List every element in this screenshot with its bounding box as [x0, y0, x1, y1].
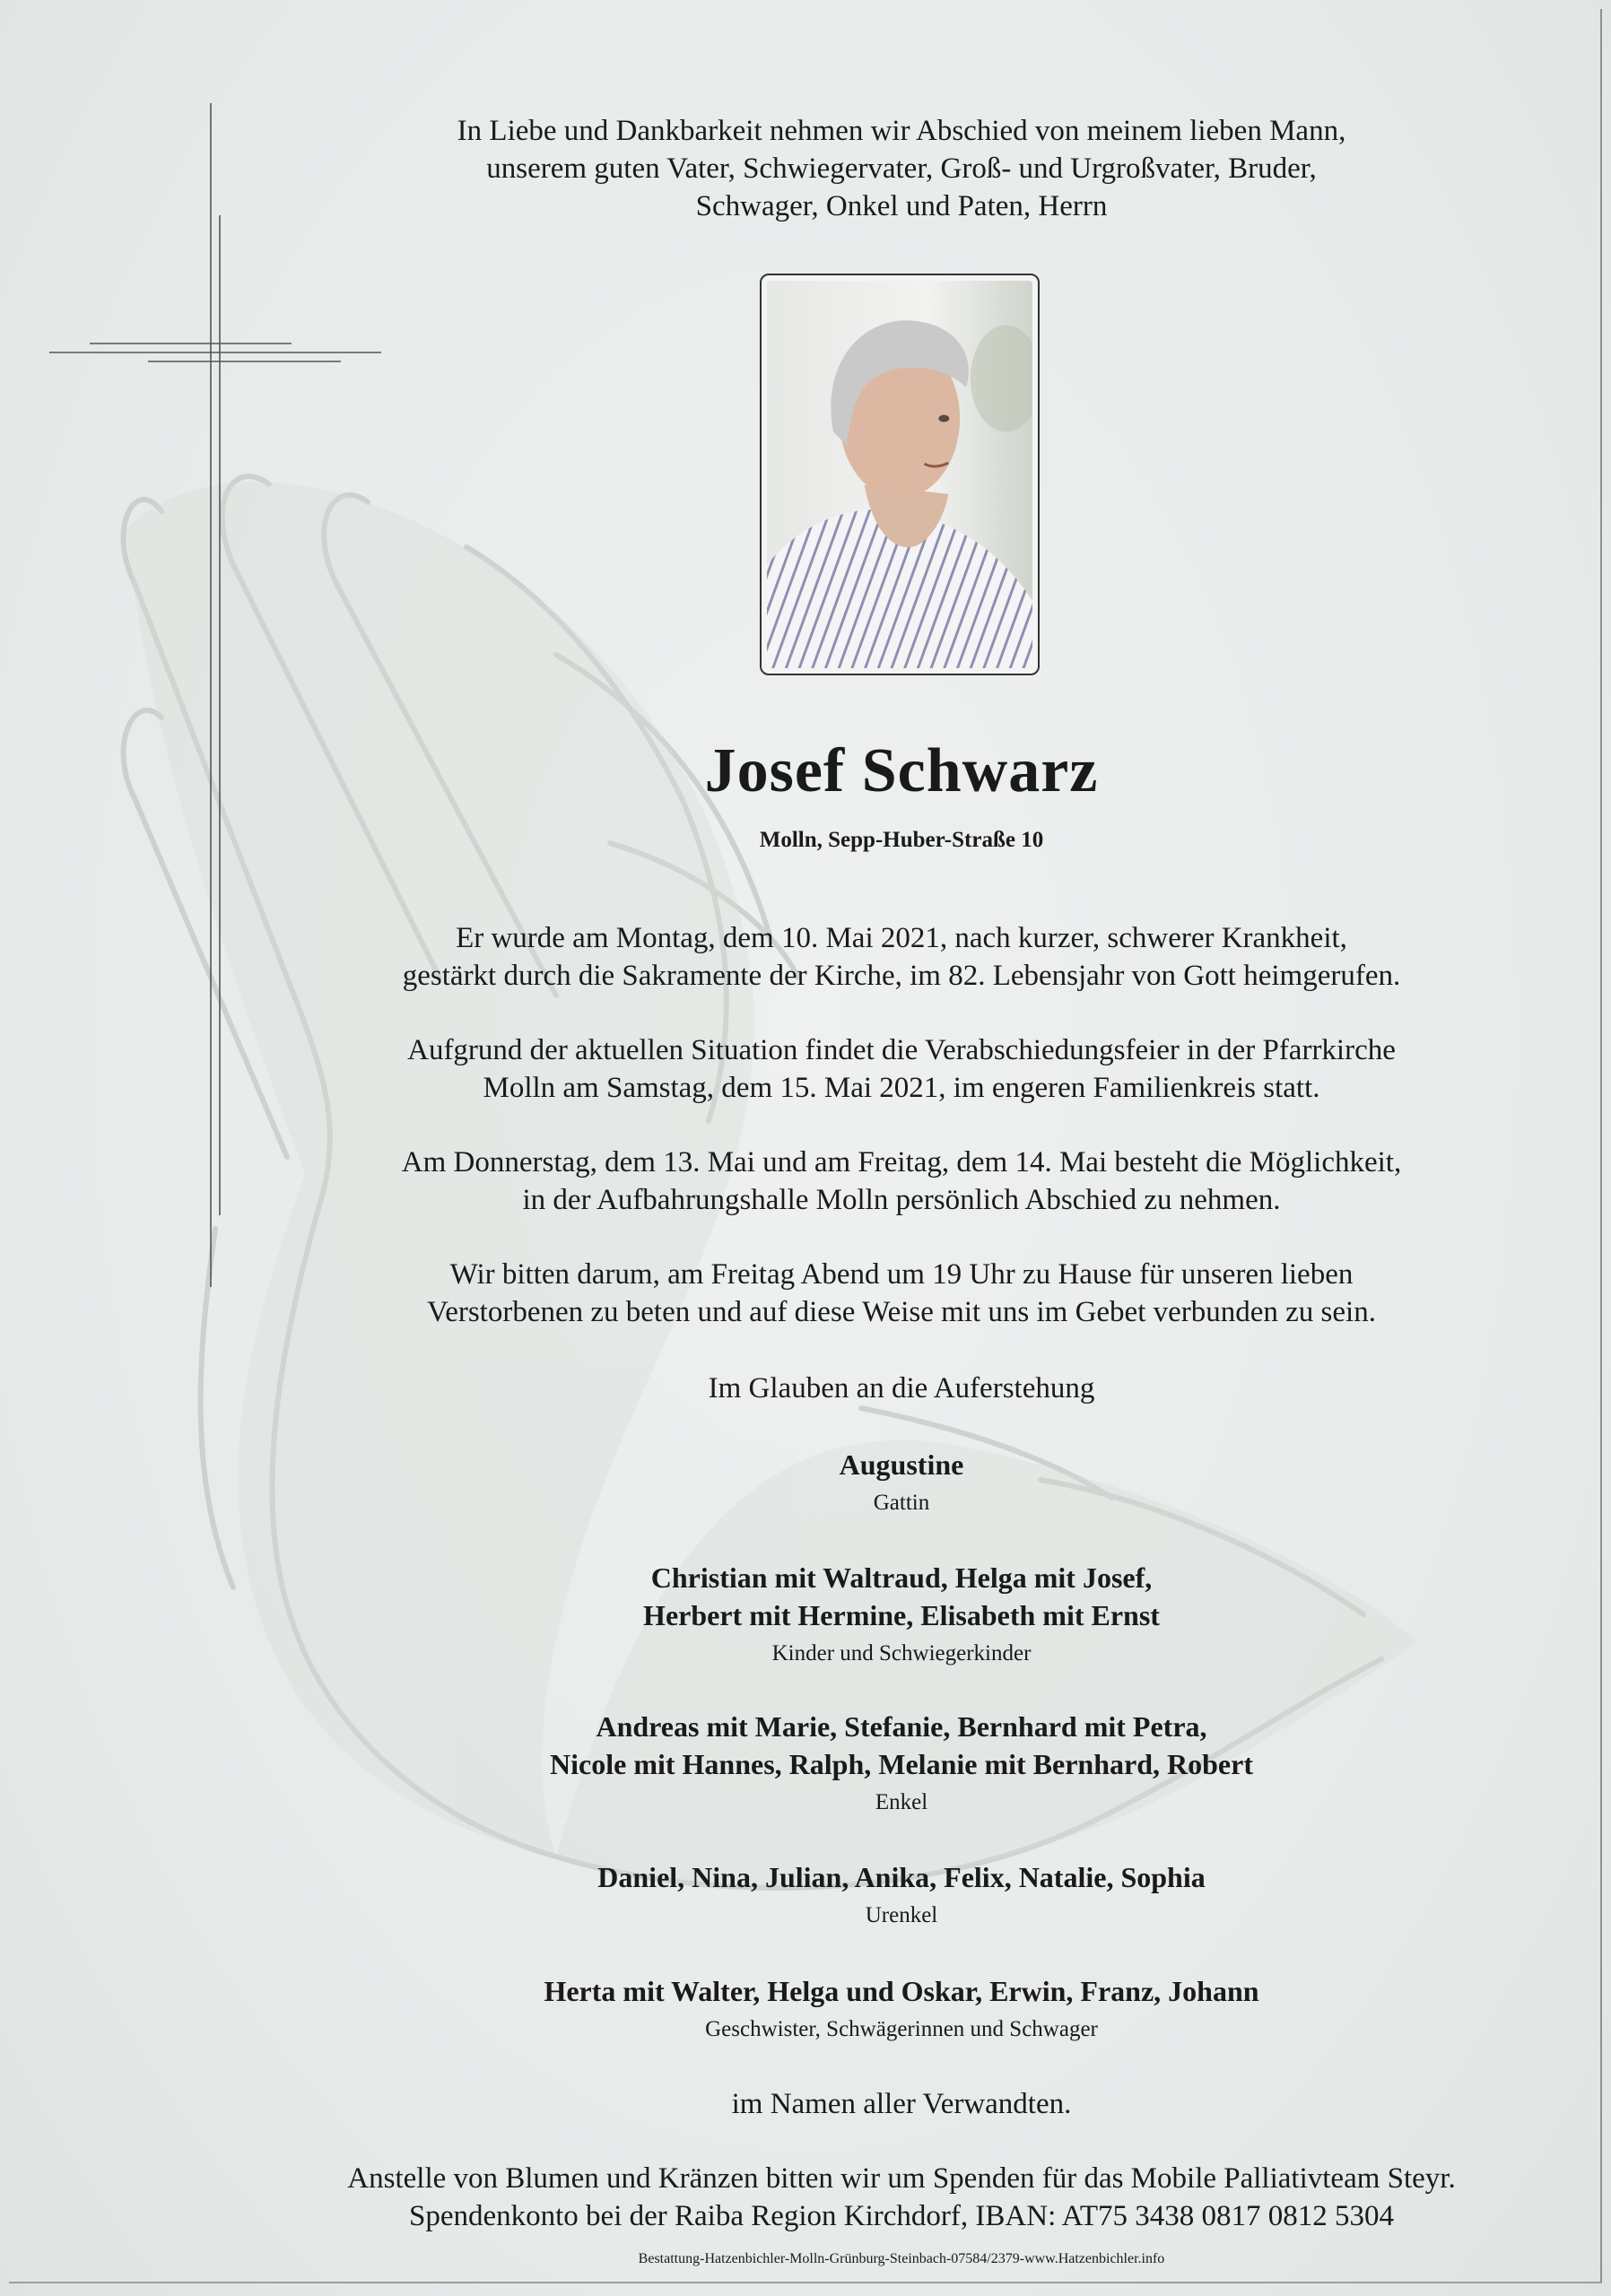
paragraph-line: Er wurde am Montag, dem 10. Mai 2021, nach kurzer, schwerer Krankheit, — [456, 922, 1347, 954]
relative-role: Enkel — [875, 1790, 928, 1814]
faith-line: Im Glauben an die Auferstehung — [708, 1372, 1095, 1405]
relative-line: Nicole mit Hannes, Ralph, Melanie mit Bernhard, Robert — [550, 1748, 1253, 1780]
donation-line: Anstelle von Blumen und Kränzen bitten wir um Spenden für das Mobile Palliativteam Steyr. — [347, 2162, 1456, 2195]
relative-names-siblings — [278, 1972, 1525, 2010]
deceased-address: Molln, Sepp-Huber-Straße 10 — [759, 828, 1044, 852]
intro-line: In Liebe und Dankbarkeit nehmen wir Abschied von meinem lieben Mann, — [457, 115, 1346, 147]
relative-line: Herbert mit Hermine, Elisabeth mit Ernst — [643, 1599, 1160, 1631]
paragraph-death — [278, 919, 1525, 995]
relative-line: Daniel, Nina, Julian, Anika, Felix, Natalie, Sophia — [597, 1861, 1206, 1893]
relative-names-spouse — [278, 1446, 1525, 1483]
relative-names-children — [278, 1559, 1525, 1634]
paragraph-viewing — [278, 1144, 1525, 1219]
relative-line: Augustine — [839, 1448, 964, 1481]
relative-role: Geschwister, Schwägerinnen und Schwager — [705, 2017, 1098, 2041]
relative-names-greatgrandchildren — [278, 1858, 1525, 1896]
intro-text — [278, 112, 1525, 225]
cross-icon — [49, 103, 381, 1287]
paragraph-line: Wir bitten darum, am Freitag Abend um 19 Uhr zu Hause für unseren lieben — [449, 1258, 1354, 1291]
relatives-closing: im Namen aller Verwandten. — [731, 2088, 1072, 2120]
donation-line: Spendenkonto bei der Raiba Region Kirchdorf, IBAN: AT75 3438 0817 0812 5304 — [408, 2200, 1395, 2232]
paragraph-line: gestärkt durch die Sakramente der Kirche, im 82. Lebensjahr von Gott heimgerufen. — [402, 960, 1401, 992]
intro-line: Schwager, Onkel und Paten, Herrn — [695, 190, 1108, 222]
relative-line: Christian mit Waltraud, Helga mit Josef, — [650, 1561, 1153, 1594]
relative-names-grandchildren — [278, 1708, 1525, 1783]
paragraph-prayer — [278, 1256, 1525, 1331]
relative-line: Herta mit Walter, Helga und Oskar, Erwin, Franz, Johann — [544, 1975, 1259, 2007]
relative-role: Kinder und Schwiegerkinder — [771, 1641, 1032, 1665]
relative-line: Andreas mit Marie, Stefanie, Bernhard mit Petra, — [596, 1710, 1207, 1743]
portrait-photo — [760, 274, 1040, 675]
funeral-home-footer: Bestattung-Hatzenbichler-Molln-Grünburg-Steinbach-07584/2379-www.Hatzenbichler.info — [638, 2251, 1165, 2266]
paragraph-line: Am Donnerstag, dem 13. Mai und am Freitag, dem 14. Mai besteht die Möglichkeit, — [401, 1146, 1402, 1178]
paragraph-line: Aufgrund der aktuellen Situation findet die Verabschiedungsfeier in der Pfarrkirche — [407, 1034, 1396, 1066]
paragraph-line: Verstorbenen zu beten und auf diese Weise mit uns im Gebet verbunden zu sein. — [427, 1296, 1376, 1328]
relative-role: Gattin — [873, 1491, 930, 1515]
paragraph-line: in der Aufbahrungshalle Molln persönlich Abschied zu nehmen. — [522, 1184, 1281, 1216]
paragraph-ceremony — [278, 1031, 1525, 1107]
donation-request — [278, 2160, 1525, 2235]
intro-line: unserem guten Vater, Schwiegervater, Groß- und Urgroßvater, Bruder, — [486, 152, 1317, 185]
relative-role: Urenkel — [865, 1903, 938, 1927]
deceased-name: Josef Schwarz — [704, 736, 1099, 805]
paragraph-line: Molln am Samstag, dem 15. Mai 2021, im engeren Familienkreis statt. — [483, 1072, 1320, 1104]
